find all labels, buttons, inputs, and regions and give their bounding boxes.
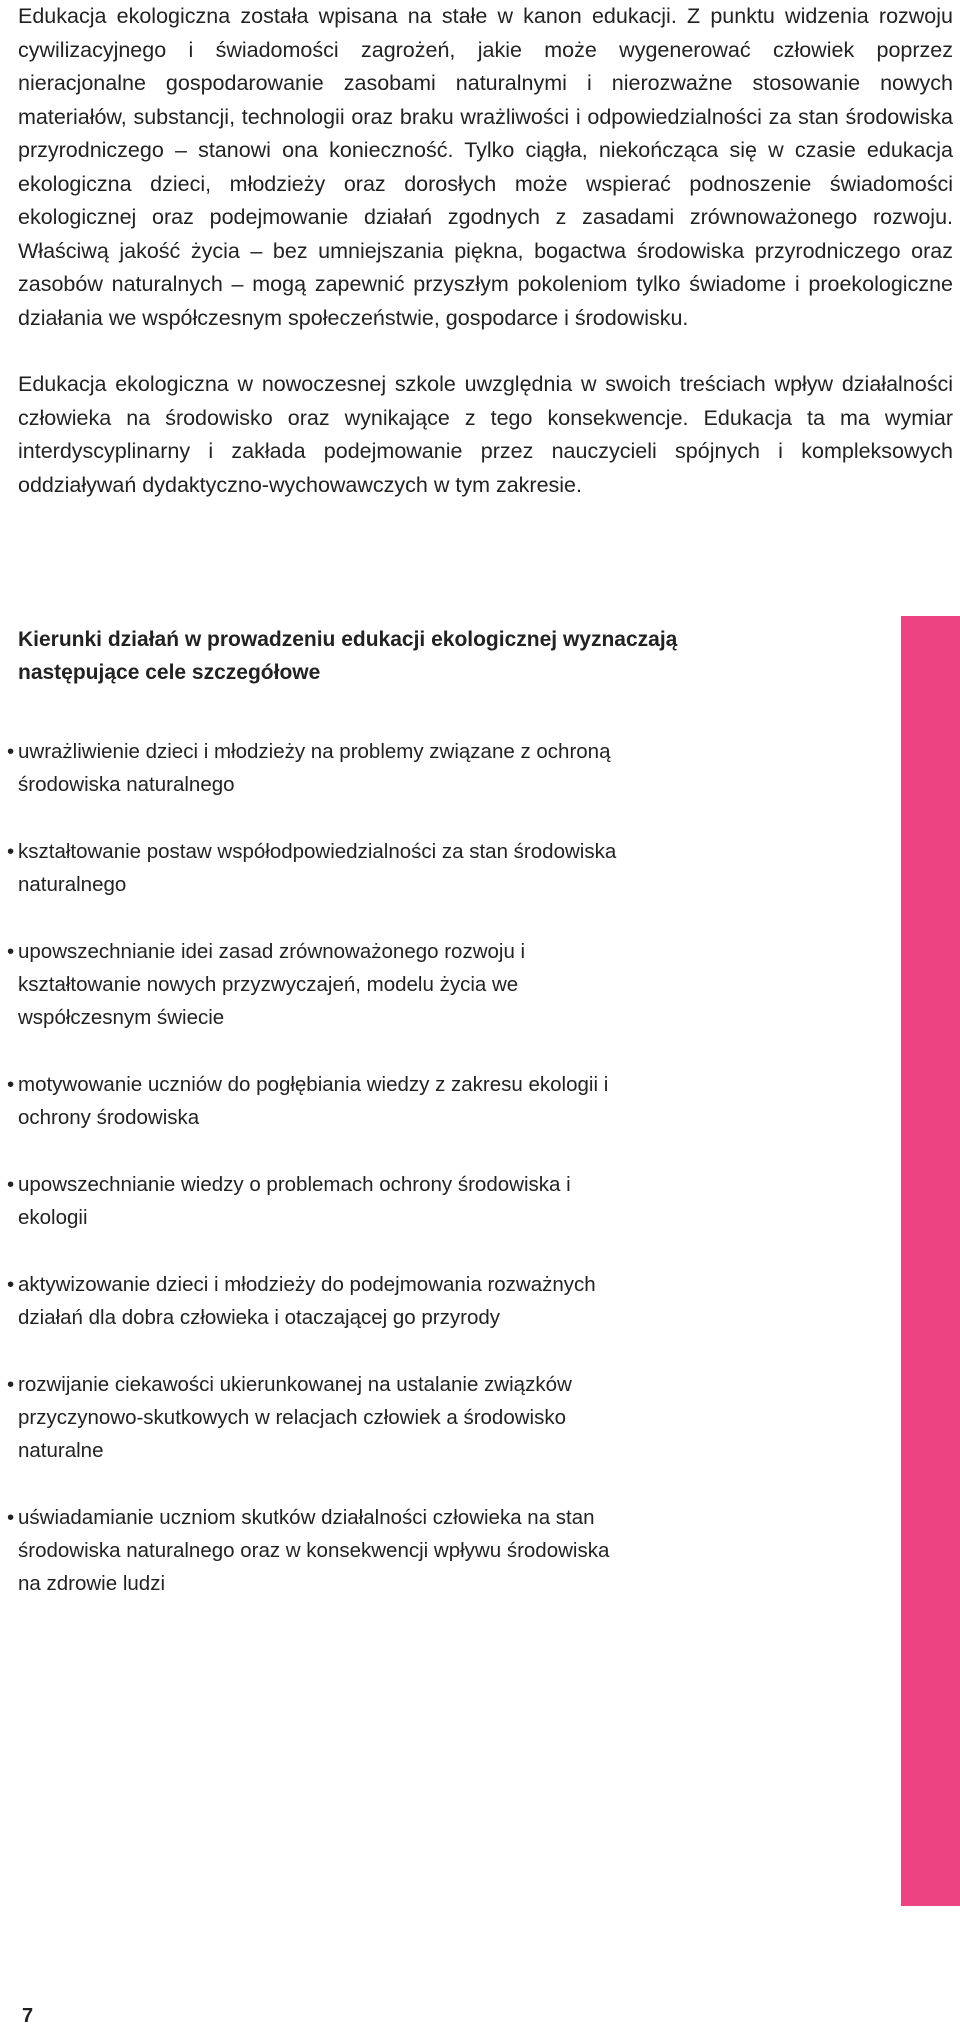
list-item	[7, 935, 628, 1034]
list-item-text: rozwijanie ciekawości ukierunkowanej na ustalanie związków przyczynowo-skutkowych w relacjach człowiek a środowisko naturalne	[18, 1373, 572, 1462]
list-item-text: kształtowanie postaw współodpowiedzialności za stan środowiska naturalnego	[18, 840, 617, 896]
list-item	[7, 1068, 628, 1134]
goals-list	[7, 735, 878, 1600]
list-item	[7, 1368, 628, 1467]
bullet-icon: •	[7, 740, 15, 763]
list-item	[7, 835, 628, 901]
list-item	[7, 1501, 628, 1600]
page-number: 7	[22, 2005, 34, 2027]
goals-section	[7, 623, 878, 1634]
list-item-text: motywowanie uczniów do pogłębiania wiedzy z zakresu ekologii i ochrony środowiska	[18, 1073, 609, 1129]
intro-paragraph-1: Edukacja ekologiczna została wpisana na stałe w kanon edukacji. Z punktu widzenia rozwoju cywilizacyjnego i świadomości zagrożeń, jakie może wygenerować człowiek poprzez nieracjonalne gospodarowanie zasobami naturalnymi i nierozważne stosowanie nowych materiałów, substancji, technologii oraz braku wrażliwości i odpowiedzialności za stan środowiska przyrodniczego – stanowi ona konieczność. Tylko ciągła, niekończąca się w czasie edukacja ekologiczna dzieci, młodzieży oraz dorosłych może wspierać podnoszenie świadomości ekologicznej oraz podejmowanie działań zgodnych z zasadami zrównoważonego rozwoju. Właściwą jakość życia – bez umniejszania piękna, bogactwa środowiska przyrodniczego oraz zasobów naturalnych – mogą zapewnić przyszłym pokoleniom tylko świadome i proekologiczne działania we współczesnym społeczeństwie, gospodarce i środowisku.	[18, 4, 953, 330]
list-item-text: aktywizowanie dzieci i młodzieży do podejmowania rozważnych działań dla dobra człowieka i otaczającej go przyrody	[18, 1273, 596, 1329]
bullet-icon: •	[7, 1173, 15, 1196]
section-heading: Kierunki działań w prowadzeniu edukacji ekologicznej wyznaczają następujące cele szczegółowe	[18, 628, 678, 684]
list-item-text: upowszechnianie wiedzy o problemach ochrony środowiska i ekologii	[18, 1173, 571, 1229]
bullet-icon: •	[7, 1373, 15, 1396]
list-item	[7, 1168, 628, 1234]
list-item	[7, 735, 628, 801]
bullet-icon: •	[7, 940, 15, 963]
list-item-text: upowszechnianie idei zasad zrównoważonego rozwoju i kształtowanie nowych przyzwyczajeń, modelu życia we współczesnym świecie	[18, 940, 526, 1029]
list-item-text: uwrażliwienie dzieci i młodzieży na problemy związane z ochroną środowiska naturalnego	[18, 740, 611, 796]
list-item	[7, 1268, 628, 1334]
intro-text	[18, 0, 953, 502]
list-item-text: uświadamianie uczniom skutków działalności człowieka na stan środowiska naturalnego oraz w konsekwencji wpływu środowiska na zdrowie ludzi	[18, 1506, 610, 1595]
accent-bar	[901, 616, 960, 1906]
bullet-icon: •	[7, 840, 15, 863]
bullet-icon: •	[7, 1273, 15, 1296]
bullet-icon: •	[7, 1073, 15, 1096]
bullet-icon: •	[7, 1506, 15, 1529]
intro-paragraph-2: Edukacja ekologiczna w nowoczesnej szkole uwzględnia w swoich treściach wpływ działalności człowieka na środowisko oraz wynikające z tego konsekwencje. Edukacja ta ma wymiar interdyscyplinarny i zakłada podejmowanie przez nauczycieli spójnych i kompleksowych oddziaływań dydaktyczno-wychowawczych w tym zakresie.	[18, 372, 953, 497]
